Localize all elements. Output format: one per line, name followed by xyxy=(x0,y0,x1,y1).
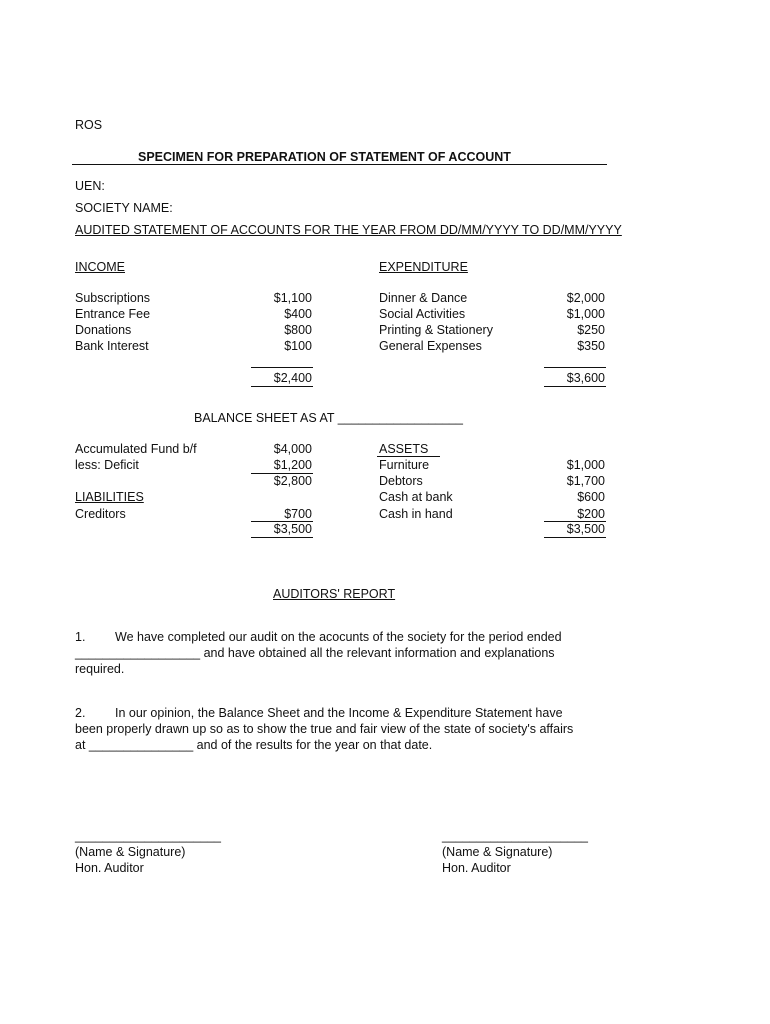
accumulated-fund-label: Accumulated Fund b/f xyxy=(75,442,197,456)
creditors-amount: $700 xyxy=(284,507,312,521)
asset-item-amount: $600 xyxy=(577,490,605,504)
paragraph-number: 1. xyxy=(75,630,86,644)
assets-total-rule-bottom xyxy=(544,537,606,538)
signature-line: _____________________ xyxy=(442,829,588,843)
expenditure-item-label: Printing & Stationery xyxy=(379,323,493,337)
expenditure-item-amount: $2,000 xyxy=(566,291,605,305)
expenditure-total-rule-top xyxy=(544,367,606,368)
asset-item-label: Debtors xyxy=(379,474,423,488)
signature-role: Hon. Auditor xyxy=(442,861,511,875)
signature-name: (Name & Signature) xyxy=(442,845,553,859)
expenditure-total: $3,600 xyxy=(566,371,605,385)
expenditure-item-label: Social Activities xyxy=(379,307,466,321)
society-name-label: SOCIETY NAME: xyxy=(75,201,173,215)
paragraph-text: We have completed our audit on the acocunts of the society for the period ended xyxy=(115,630,562,644)
report-paragraph-1 xyxy=(75,629,615,677)
paragraph-text: __________________ and have obtained all the relevant information and explanations required. xyxy=(75,646,555,676)
income-total-rule-top xyxy=(251,367,313,368)
statement-period-heading: AUDITED STATEMENT OF ACCOUNTS FOR THE YEAR FROM DD/MM/YYYY TO DD/MM/YYYY xyxy=(75,223,622,237)
deficit-amount: $1,200 xyxy=(273,458,312,472)
asset-item-amount: $1,000 xyxy=(566,458,605,472)
report-paragraph-2 xyxy=(75,705,615,753)
paragraph-text: In our opinion, the Balance Sheet and the Income & Expenditure Statement have xyxy=(115,706,563,720)
assets-total: $3,500 xyxy=(566,522,605,536)
income-item-label: Entrance Fee xyxy=(75,307,151,321)
creditors-label: Creditors xyxy=(75,507,126,521)
asset-item-label: Cash at bank xyxy=(379,490,453,504)
expenditure-item-label: General Expenses xyxy=(379,339,482,353)
deficit-label: less: Deficit xyxy=(75,458,139,472)
liabilities-heading: LIABILITIES xyxy=(75,490,144,504)
fund-subtotal: $2,800 xyxy=(273,474,312,488)
expenditure-heading: EXPENDITURE xyxy=(379,260,468,274)
uen-label: UEN: xyxy=(75,179,105,193)
expenditure-item-amount: $350 xyxy=(577,339,605,353)
signature-role: Hon. Auditor xyxy=(75,861,144,875)
income-heading: INCOME xyxy=(75,260,125,274)
income-item-label: Subscriptions xyxy=(75,291,151,305)
paragraph-text: been properly drawn up so as to show the true and fair view of the state of society's affairs at _______________ and of the results for the year on that date. xyxy=(75,722,574,752)
income-item-label: Bank Interest xyxy=(75,339,149,353)
balance-sheet-heading: BALANCE SHEET AS AT __________________ xyxy=(194,411,463,425)
income-item-amount: $100 xyxy=(284,339,312,353)
liabilities-total: $3,500 xyxy=(273,522,312,536)
income-total-rule-bottom xyxy=(251,386,313,387)
expenditure-item-label: Dinner & Dance xyxy=(379,291,468,305)
accumulated-fund-amount: $4,000 xyxy=(273,442,312,456)
asset-item-label: Furniture xyxy=(379,458,430,472)
paragraph-number: 2. xyxy=(75,706,86,720)
signature-line: _____________________ xyxy=(75,829,221,843)
signature-name: (Name & Signature) xyxy=(75,845,186,859)
title-underline xyxy=(72,164,607,165)
income-total: $2,400 xyxy=(273,371,312,385)
expenditure-item-amount: $250 xyxy=(577,323,605,337)
auditors-report-heading: AUDITORS' REPORT xyxy=(273,587,396,601)
asset-item-amount: $200 xyxy=(577,507,605,521)
assets-heading: ASSETS xyxy=(379,442,429,456)
income-item-amount: $1,100 xyxy=(273,291,312,305)
document-title: SPECIMEN FOR PREPARATION OF STATEMENT OF ACCOUNT xyxy=(138,150,511,164)
asset-item-label: Cash in hand xyxy=(379,507,453,521)
expenditure-item-amount: $1,000 xyxy=(566,307,605,321)
expenditure-total-rule-bottom xyxy=(544,386,606,387)
asset-item-amount: $1,700 xyxy=(566,474,605,488)
income-item-label: Donations xyxy=(75,323,132,337)
org-name: ROS xyxy=(75,118,103,132)
income-item-amount: $800 xyxy=(284,323,312,337)
liabilities-total-rule-bottom xyxy=(251,537,313,538)
income-item-amount: $400 xyxy=(284,307,312,321)
